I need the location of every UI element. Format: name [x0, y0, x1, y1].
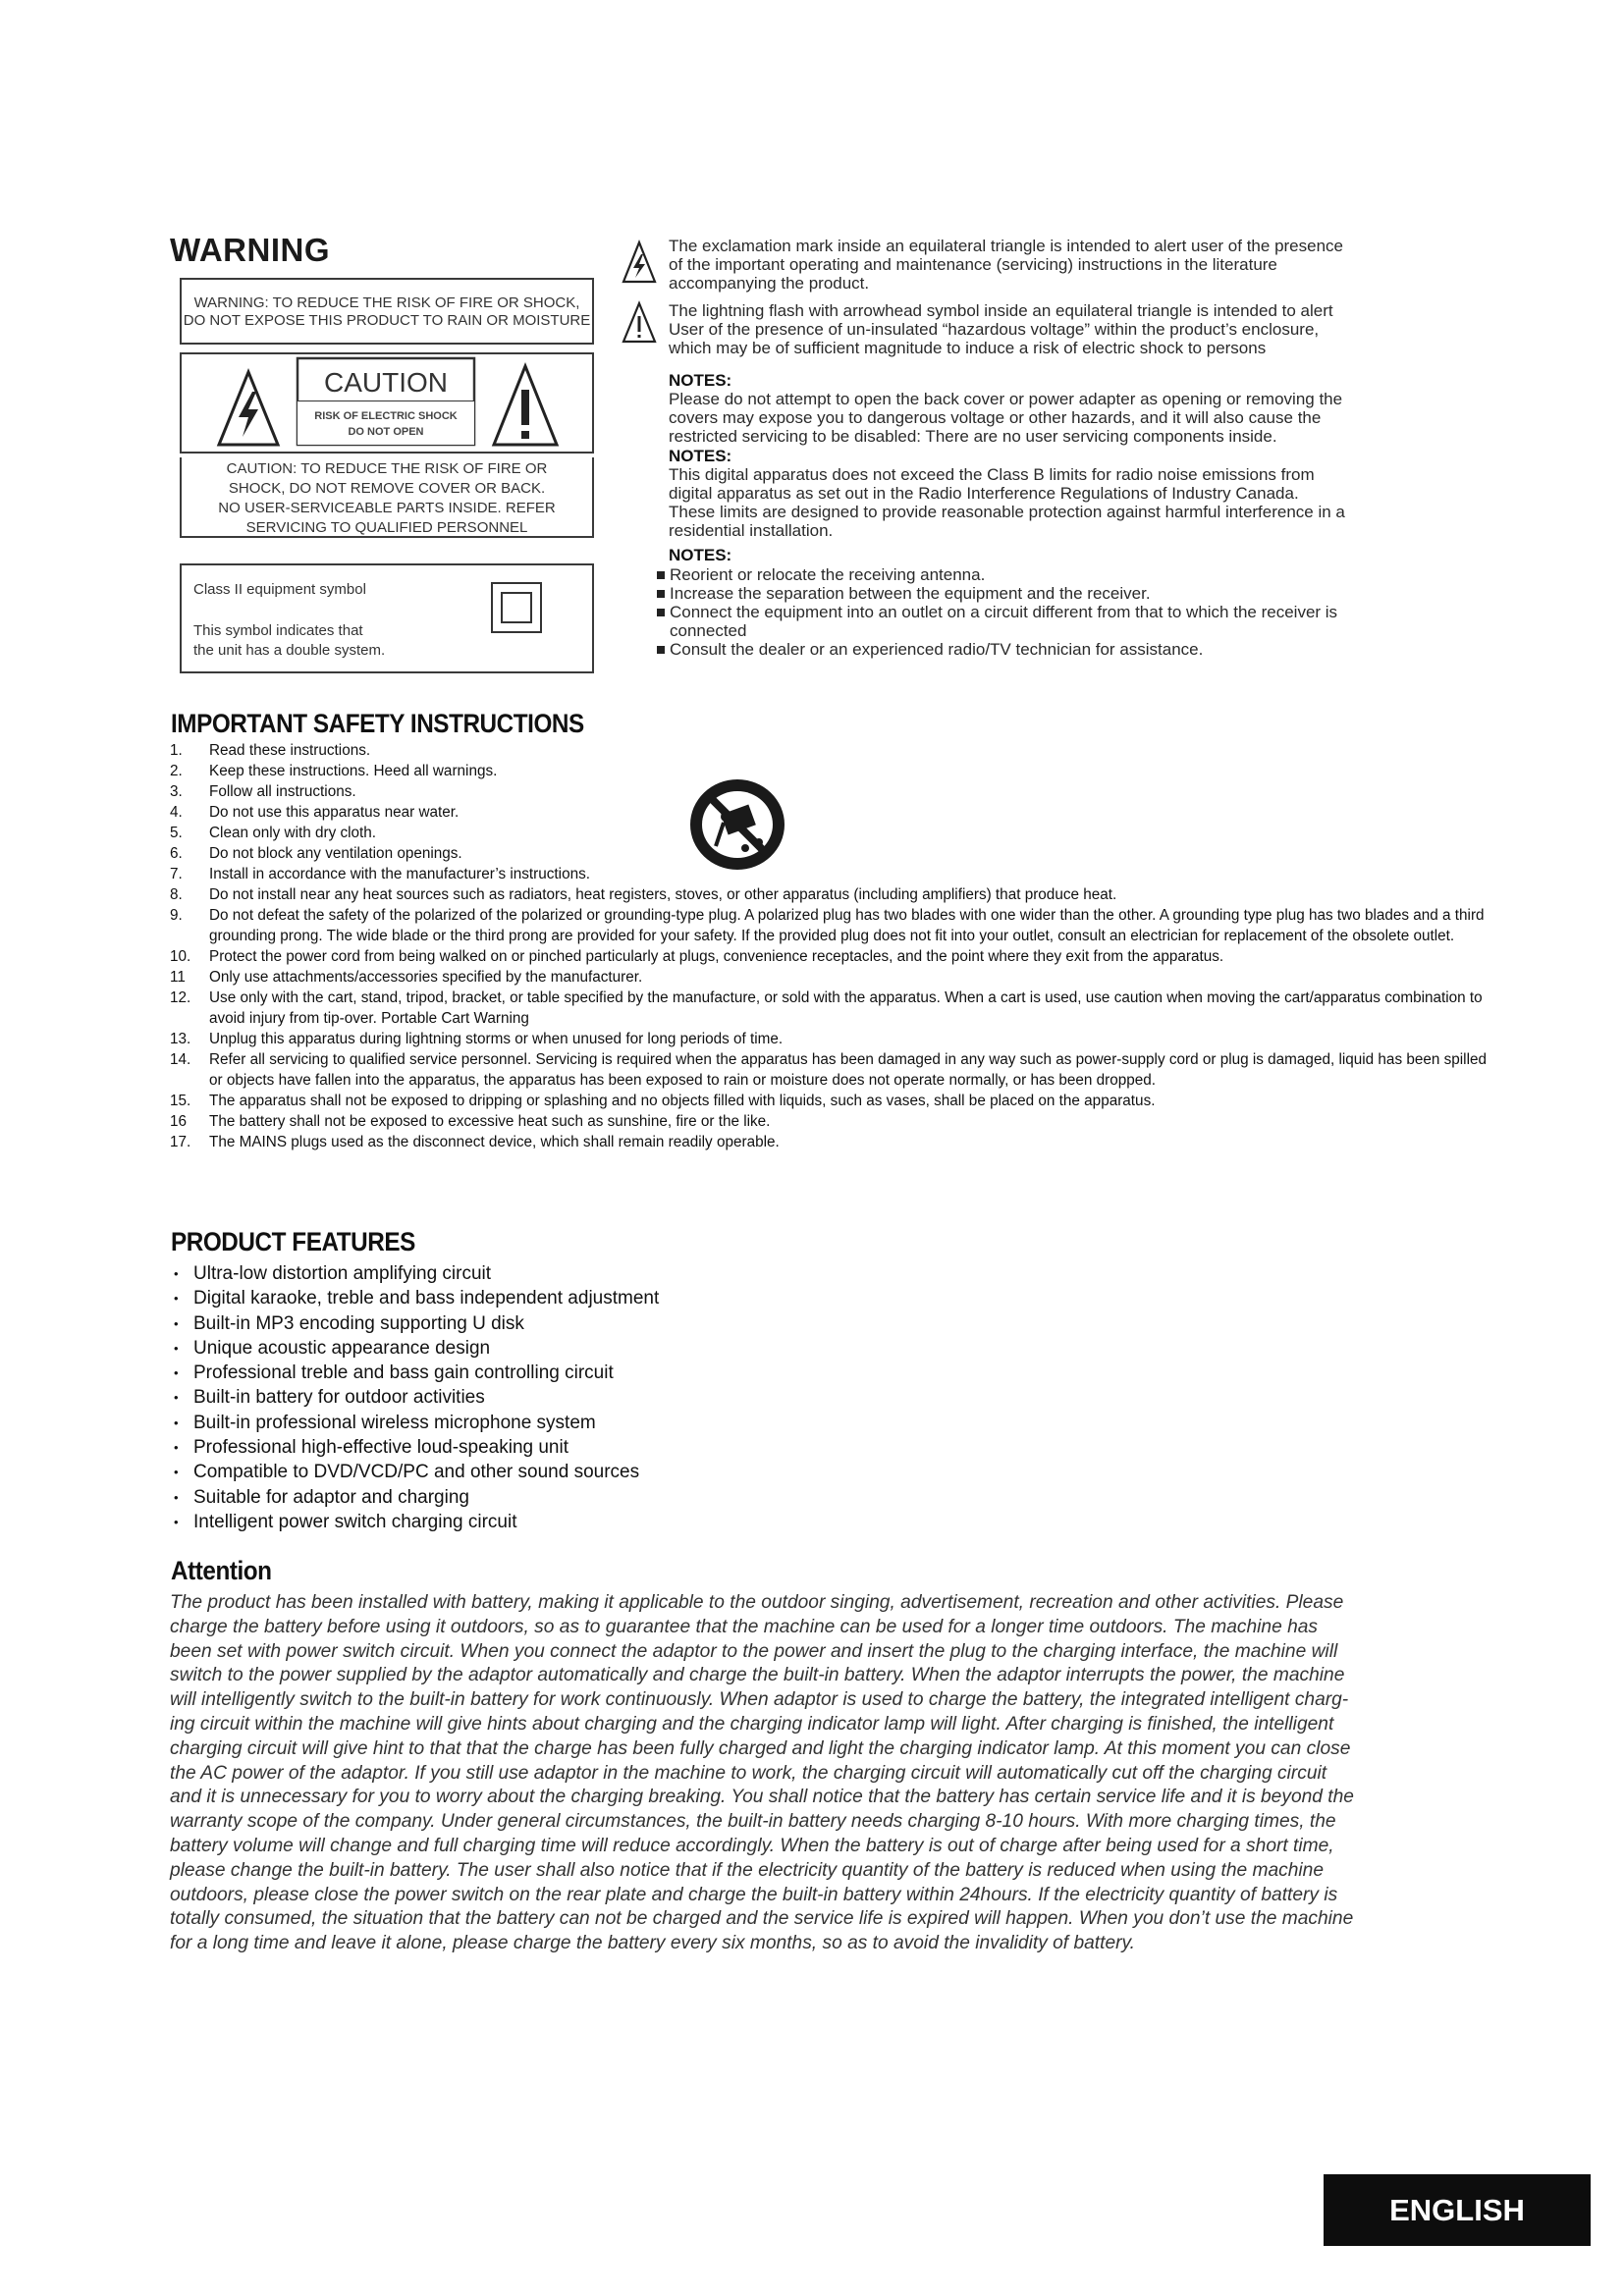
safety-item: [170, 967, 1490, 988]
safety-item: [170, 802, 1490, 823]
safety-item-number: 7.: [170, 866, 183, 882]
attention-paragraph: [170, 1591, 1500, 1956]
attention-line: and it is unnecessary for you to worry about the charging breaking. You shall notice that the battery has certain service life and it is beyond the: [170, 1787, 1354, 1808]
exclamation-line3: accompanying the product.: [669, 274, 870, 293]
safety-item: [170, 864, 1490, 884]
class2-desc1: This symbol indicates that: [193, 622, 363, 639]
notes3-bullet-4: Consult the dealer or an experienced radio/TV technician for assistance.: [657, 640, 1472, 659]
feature-item: • Professional high-effective loud-speaking unit: [170, 1435, 659, 1460]
safety-item-number: 14.: [170, 1051, 191, 1068]
safety-item-text: Refer all servicing to qualified service personnel. Servicing is required when the apparatus has been damaged in any way such as power-supply cord or plug is damaged, liquid has been spilled or objects have fallen into the apparatus, the apparatus has been exposed to rain or moisture does not operate normally, or has been dropped.: [209, 1051, 1487, 1089]
attention-line: the AC power of the adaptor. If you still use adaptor in the machine to work, the charging circuit will automatically cut off the charging circuit: [170, 1762, 1327, 1784]
safety-item: [170, 1091, 1490, 1111]
caution-text-line2: SHOCK, DO NOT REMOVE COVER OR BACK.: [228, 480, 546, 497]
notes-section-3: [669, 546, 1464, 564]
safety-item: [170, 988, 1490, 1029]
safety-item: [170, 761, 1490, 781]
safety-item-text: Keep these instructions. Heed all warnings.: [209, 763, 498, 779]
attention-line: totally consumed, the situation that the battery can not be charged and the service life is expired will happen. When you don’t use the machine: [170, 1908, 1354, 1930]
safety-item-number: 13.: [170, 1031, 191, 1047]
feature-item: • Built-in professional wireless microphone system: [170, 1411, 659, 1435]
exclamation-explanation: [669, 237, 1464, 293]
double-square-icon: [491, 582, 542, 633]
safety-item: [170, 740, 1490, 761]
safety-item-text: The battery shall not be exposed to excessive heat such as sunshine, fire or the like.: [209, 1113, 771, 1130]
caution-label: CAUTION: [324, 367, 448, 398]
safety-item-number: 8.: [170, 886, 183, 903]
safety-item-number: 17.: [170, 1134, 191, 1150]
feature-item: • Professional treble and bass gain controlling circuit: [170, 1361, 659, 1385]
attention-line: warranty scope of the company. Under general circumstances, the built-in battery needs charging 8-10 hours. With more charging times, the: [170, 1811, 1336, 1833]
safety-item-number: 9.: [170, 907, 183, 924]
safety-item-number: 12.: [170, 989, 191, 1006]
feature-item: • Ultra-low distortion amplifying circuit: [170, 1261, 659, 1286]
safety-item-text: Do not install near any heat sources such as radiators, heat registers, stoves, or other apparatus (including amplifiers) that produce heat.: [209, 886, 1117, 903]
caution-text-line1: CAUTION: TO REDUCE THE RISK OF FIRE OR: [226, 460, 548, 477]
attention-title: Attention: [171, 1556, 272, 1585]
safety-item-number: 16: [170, 1113, 188, 1130]
safety-item-number: 4.: [170, 804, 183, 821]
feature-item: • Digital karaoke, treble and bass independent adjustment: [170, 1286, 659, 1310]
attention-line: ing circuit within the machine will give hints about charging and the charging indicator lamp will light. After charging is finished, the intelligent: [170, 1713, 1334, 1735]
notes2-line2: digital apparatus as set out in the Radio Interference Regulations of Industry Canada.: [669, 484, 1299, 503]
class2-symbol-box: [180, 563, 594, 673]
safety-item: [170, 905, 1490, 946]
class2-title: Class II equipment symbol: [193, 581, 366, 598]
exclamation-triangle-icon: [494, 366, 557, 445]
attention-line: charging circuit will give hint to that that the charge has been fully charged and light the charging indicator lamp. At this moment you can close: [170, 1737, 1351, 1759]
feature-item: • Compatible to DVD/VCD/PC and other sound sources: [170, 1460, 659, 1484]
notes3-bullet-3: Connect the equipment into an outlet on a circuit different from that to which the receiver is: [657, 603, 1472, 621]
safety-item: [170, 1029, 1490, 1049]
lightning-line2: User of the presence of un-insulated “hazardous voltage” within the product’s enclosure,: [669, 320, 1320, 339]
attention-line: charge the battery before using it outdoors, so as to guarantee that the machine can be used for a longer time outdoors. The machine has: [170, 1616, 1319, 1637]
warning-box-line1: WARNING: TO REDUCE THE RISK OF FIRE OR SHOCK,: [193, 294, 580, 311]
safety-item-text: The MAINS plugs used as the disconnect device, which shall remain readily operable.: [209, 1134, 780, 1150]
safety-item: [170, 1049, 1490, 1091]
attention-line: battery volume will change and full charging time will reduce accordingly. When the battery is out of charge after being used for a short time,: [170, 1835, 1334, 1856]
attention-line: for a long time and leave it alone, please charge the battery every six months, so as to avoid the invalidity of battery.: [170, 1933, 1136, 1954]
safety-item-text: Follow all instructions.: [209, 783, 356, 800]
attention-line: The product has been installed with battery, making it applicable to the outdoor singing, advertisement, recreation and other activities. Please: [170, 1592, 1344, 1613]
safety-item-text: Clean only with dry cloth.: [209, 825, 377, 841]
attention-line: please change the built-in battery. The user shall also notice that if the electricity quantity of the battery is reduced when using the machine: [170, 1859, 1325, 1881]
attention-line: will intelligently switch to the built-in battery for work continuously. When adaptor is used to charge the battery, the integrated intelligent charg-: [170, 1689, 1349, 1711]
notes3-bullet-2: Increase the separation between the equipment and the receiver.: [657, 584, 1472, 603]
notes3-bullets: [657, 565, 1472, 659]
safety-item: [170, 884, 1490, 905]
notes3-bullet-3-cont: connected: [670, 621, 747, 640]
safety-item: [170, 823, 1490, 843]
attention-line: outdoors, please close the power switch on the rear plate and charge the built-in battery within 24hours. If the electricity quantity of battery is: [170, 1884, 1338, 1905]
safety-item-number: 11: [170, 969, 186, 986]
notes-heading-3: NOTES:: [669, 546, 732, 564]
caution-label-box: [180, 352, 594, 454]
features-list: [170, 1261, 659, 1534]
exclamation-line1: The exclamation mark inside an equilateral triangle is intended to alert user of the presence: [669, 237, 1343, 255]
notes2-line3: These limits are designed to provide reasonable protection against harmful interference in a: [669, 503, 1345, 521]
notes-heading-1: NOTES:: [669, 371, 732, 390]
safety-item-text: The apparatus shall not be exposed to dripping or splashing and no objects filled with liquids, such as vases, shall be placed on the apparatus.: [209, 1093, 1156, 1109]
caution-label-graphic: [182, 354, 592, 452]
safety-list: [170, 740, 1490, 1152]
notes1-line3: restricted servicing to be disabled: There are no user servicing components inside.: [669, 427, 1277, 446]
notes2-line1: This digital apparatus does not exceed the Class B limits for radio noise emissions from: [669, 465, 1315, 484]
notes3-bullet-1: Reorient or relocate the receiving antenna.: [657, 565, 1472, 584]
notes-section-1: [669, 371, 1464, 446]
lightning-explanation: [669, 301, 1464, 357]
notes1-line2: covers may expose you to dangerous voltage or other hazards, and it will also cause the: [669, 408, 1322, 427]
feature-item: • Built-in MP3 encoding supporting U disk: [170, 1311, 659, 1336]
feature-item: • Suitable for adaptor and charging: [170, 1485, 659, 1510]
lightning-line3: which may be of sufficient magnitude to induce a risk of electric shock to persons: [669, 339, 1267, 357]
safety-item: [170, 781, 1490, 802]
safety-item-number: 15.: [170, 1093, 191, 1109]
caution-sub2: DO NOT OPEN: [348, 426, 424, 438]
safety-item-number: 2.: [170, 763, 183, 779]
caution-text-line4: SERVICING TO QUALIFIED PERSONNEL: [245, 519, 528, 536]
safety-item-number: 10.: [170, 948, 191, 965]
safety-item-text: Protect the power cord from being walked on or pinched particularly at plugs, convenience receptacles, and the point where they exit from the apparatus.: [209, 948, 1224, 965]
safety-item-text: Do not use this apparatus near water.: [209, 804, 460, 821]
safety-item: [170, 843, 1490, 864]
safety-item-text: Unplug this apparatus during lightning storms or when unused for long periods of time.: [209, 1031, 784, 1047]
caution-text-box: [180, 457, 594, 538]
caution-sub1: RISK OF ELECTRIC SHOCK: [314, 410, 458, 422]
safety-item: [170, 1132, 1490, 1152]
safety-item-number: 5.: [170, 825, 183, 841]
notes1-line1: Please do not attempt to open the back cover or power adapter as opening or removing the: [669, 390, 1343, 408]
notes-heading-2: NOTES:: [669, 447, 732, 465]
notes2-line4: residential installation.: [669, 521, 834, 540]
safety-item-text: Only use attachments/accessories specified by the manufacturer.: [209, 969, 643, 986]
class2-desc2: the unit has a double system.: [193, 642, 386, 659]
safety-item-text: Do not block any ventilation openings.: [209, 845, 462, 862]
safety-item: [170, 1111, 1490, 1132]
safety-item-text: Use only with the cart, stand, tripod, bracket, or table specified by the manufacture, or sold with the apparatus. When a cart is used, use caution when moving the cart/apparatus combination to avoid injury from tip-over. Portable Cart Warning: [209, 989, 1483, 1027]
attention-line: been set with power switch circuit. When you connect the adaptor to the power and insert the plug to the charging interface, the machine will: [170, 1640, 1338, 1662]
lightning-triangle-small-icon: [622, 239, 657, 286]
safety-item-number: 6.: [170, 845, 183, 862]
cart-warning-icon: [684, 775, 790, 874]
safety-title: IMPORTANT SAFETY INSTRUCTIONS: [171, 709, 584, 738]
exclamation-triangle-small-icon: [622, 300, 657, 346]
safety-item-text: Read these instructions.: [209, 742, 371, 759]
lightning-line1: The lightning flash with arrowhead symbol inside an equilateral triangle is intended to alert: [669, 301, 1333, 320]
exclamation-line2: of the important operating and maintenance (servicing) instructions in the literature: [669, 255, 1277, 274]
feature-item: • Built-in battery for outdoor activities: [170, 1385, 659, 1410]
safety-item-text: Do not defeat the safety of the polarized of the polarized or grounding-type plug. A polarized plug has two blades with one wider than the other. A grounding type plug has two blades and a third grounding prong. The wide blade or the third prong are provided for your safety. If the provided plug does not fit into your outlet, consult an electrician for replacement of the obsolete outlet.: [209, 907, 1485, 944]
safety-item-text: Install in accordance with the manufacturer’s instructions.: [209, 866, 590, 882]
safety-item-number: 3.: [170, 783, 183, 800]
feature-item: • Unique acoustic appearance design: [170, 1336, 659, 1361]
features-title: PRODUCT FEATURES: [171, 1227, 415, 1256]
feature-item: • Intelligent power switch charging circuit: [170, 1510, 659, 1534]
lightning-triangle-icon: [219, 372, 278, 445]
attention-line: switch to the power supplied by the adaptor automatically and charge the built-in battery. When the adaptor interrupts the power, the machine: [170, 1665, 1345, 1686]
safety-item: [170, 946, 1490, 967]
warning-box: [180, 278, 594, 345]
language-tab: ENGLISH: [1324, 2174, 1591, 2246]
caution-text-line3: NO USER-SERVICEABLE PARTS INSIDE. REFER: [218, 500, 556, 516]
notes-section-2: [669, 447, 1464, 540]
safety-item-number: 1.: [170, 742, 183, 759]
warning-box-line2: DO NOT EXPOSE THIS PRODUCT TO RAIN OR MOISTURE: [183, 312, 591, 329]
warning-title: WARNING: [170, 232, 330, 268]
